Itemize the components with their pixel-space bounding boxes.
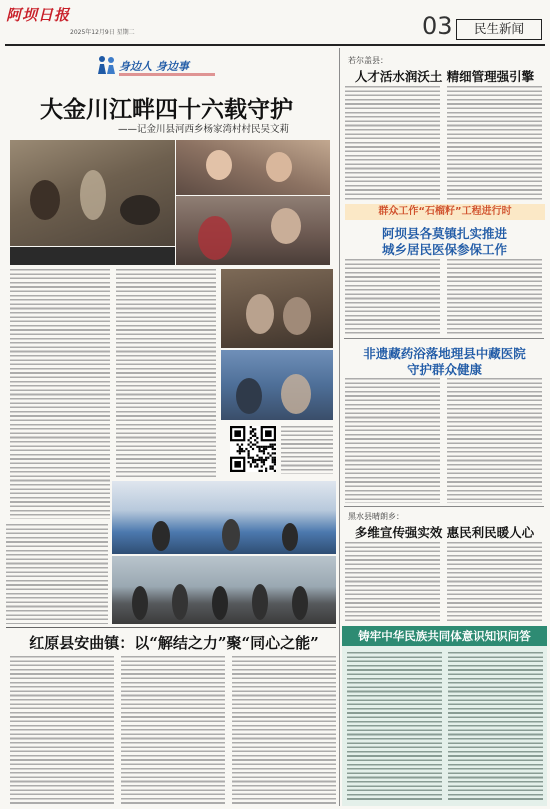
lixian-headline-line2: 守护群众健康	[406, 362, 482, 377]
photo-elderly-woman	[176, 196, 330, 265]
issue-date: 2025年12月9日 星期二	[70, 29, 135, 36]
banner-underline	[119, 73, 215, 76]
photo-indoor-visit	[221, 350, 333, 420]
body-text	[345, 259, 440, 335]
qa-title: 铸牢中华民族共同体意识知识问答	[342, 626, 547, 646]
section-rule	[6, 627, 336, 628]
qr-module	[256, 446, 258, 448]
qr-module	[265, 470, 267, 472]
body-text	[345, 378, 440, 503]
qr-module	[237, 450, 239, 452]
photo-caption-strip	[10, 247, 175, 265]
feature-subheadline: ——记金川县河西乡杨家湾村村民吴文莉	[118, 124, 290, 135]
body-text	[121, 656, 225, 804]
qr-module	[241, 448, 243, 450]
body-text	[447, 259, 542, 335]
qr-module	[272, 459, 274, 461]
aba-headline-line1: 阿坝县各莫镇扎实推进	[381, 226, 507, 241]
qr-module	[261, 457, 263, 459]
qr-module	[267, 446, 269, 448]
qr-module	[274, 459, 276, 461]
feature-headline: 大金川江畔四十六载守护	[40, 96, 293, 123]
photo-caption	[6, 524, 108, 624]
qr-module	[252, 448, 254, 450]
qr-module	[269, 465, 271, 467]
qr-caption	[281, 426, 333, 474]
qr-module	[254, 444, 256, 446]
people-icon	[95, 54, 117, 76]
qr-module	[261, 465, 263, 467]
body-text	[232, 656, 336, 804]
qr-module	[256, 441, 258, 443]
qr-module	[261, 470, 263, 472]
qr-module	[263, 448, 265, 450]
heishui-region: 黑水县晴朗乡：	[348, 512, 404, 521]
qr-module	[267, 452, 269, 454]
qr-module	[243, 450, 245, 452]
qr-module	[272, 468, 274, 470]
qr-module	[258, 457, 260, 459]
photo-hall-shelves	[112, 481, 336, 554]
qr-module	[250, 426, 252, 428]
qr-module	[258, 448, 260, 450]
qr-module	[254, 433, 256, 435]
qr-module	[250, 433, 252, 435]
body-text	[10, 656, 114, 804]
qr-module	[265, 448, 267, 450]
qr-module	[248, 452, 250, 454]
qr-module	[250, 446, 252, 448]
aba-headline-line2: 城乡居民医保参保工作	[381, 242, 507, 257]
qr-module	[252, 428, 254, 430]
qa-text	[448, 652, 543, 802]
lixian-headline-line1: 非遗藏药浴落地理县中藏医院	[363, 346, 526, 361]
qr-module	[241, 444, 243, 446]
heishui-headline: 多维宣传强实效 惠民利民暖人心	[354, 525, 535, 540]
qr-module	[254, 461, 256, 463]
section-title: 民生新闻	[456, 19, 542, 40]
body-text	[447, 86, 542, 200]
qr-module	[248, 454, 250, 456]
qr-module	[269, 444, 271, 446]
qr-module	[252, 430, 254, 432]
qr-module	[241, 450, 243, 452]
qr-module	[239, 450, 241, 452]
qr-module	[252, 457, 254, 459]
body-text	[345, 542, 440, 621]
qr-module	[239, 446, 241, 448]
qr-module	[250, 465, 252, 467]
body-text	[447, 542, 542, 621]
qr-module	[263, 463, 265, 465]
column-divider	[339, 48, 340, 806]
qr-module	[272, 457, 274, 459]
qr-module	[248, 444, 250, 446]
qa-text	[347, 652, 442, 802]
hongyuan-headline: 红原县安曲镇：以“解结之力”聚“同心之能”	[29, 634, 319, 652]
qr-module	[263, 459, 265, 461]
qr-module	[265, 446, 267, 448]
qr-module	[272, 448, 274, 450]
body-text	[447, 378, 542, 503]
qr-module	[272, 461, 274, 463]
qr-module	[261, 446, 263, 448]
qr-code	[230, 426, 276, 472]
qr-module	[250, 457, 252, 459]
qr-module	[272, 452, 274, 454]
qr-module	[267, 457, 269, 459]
qr-module	[265, 459, 267, 461]
qr-module	[265, 468, 267, 470]
qr-module	[274, 457, 276, 459]
photo-group-outdoor	[112, 556, 336, 624]
qr-module	[248, 461, 250, 463]
qr-module	[261, 459, 263, 461]
qr-module	[248, 457, 250, 459]
qr-module	[274, 444, 276, 446]
qr-module	[265, 430, 272, 437]
body-text	[345, 86, 440, 200]
qr-module	[256, 459, 258, 461]
column-banner: 身边人 身边事	[119, 60, 189, 73]
qr-module	[250, 463, 252, 465]
qr-module	[234, 430, 241, 437]
qr-module	[254, 465, 256, 467]
header-rule	[5, 44, 545, 46]
zoige-headline: 人才活水润沃土 精细管理强引擎	[354, 69, 535, 84]
qr-module	[250, 441, 252, 443]
qr-module	[252, 461, 254, 463]
qr-module	[256, 454, 258, 456]
qr-module	[250, 437, 252, 439]
qr-module	[252, 435, 254, 437]
qr-module	[272, 444, 274, 446]
qr-module	[248, 450, 250, 452]
qr-module	[274, 452, 276, 454]
section-rule	[344, 506, 544, 507]
body-text	[116, 269, 216, 477]
qr-module	[258, 446, 260, 448]
qr-module	[254, 435, 256, 437]
qr-module	[239, 448, 241, 450]
qr-module	[258, 459, 260, 461]
qr-module	[274, 448, 276, 450]
qr-module	[254, 439, 256, 441]
qr-module	[256, 463, 258, 465]
qr-module	[263, 452, 265, 454]
qr-module	[256, 465, 258, 467]
qr-module	[269, 446, 271, 448]
qr-module	[234, 461, 241, 468]
qr-module	[274, 470, 276, 472]
qr-module	[254, 428, 256, 430]
qr-module	[252, 444, 254, 446]
photo-kitchen	[10, 140, 175, 246]
body-text	[10, 269, 110, 519]
qr-module	[250, 430, 252, 432]
section-rule	[344, 338, 544, 339]
qr-module	[269, 454, 271, 456]
qr-module	[265, 457, 267, 459]
masthead-logo: 阿坝日报	[6, 6, 71, 24]
page-number: 03	[422, 12, 453, 40]
qr-module	[274, 463, 276, 465]
qr-module	[269, 468, 271, 470]
qr-module	[258, 470, 260, 472]
qr-module	[261, 461, 263, 463]
zoige-region: 若尔盖县：	[348, 56, 388, 65]
photo-elderly-couple	[221, 269, 333, 348]
qr-module	[252, 459, 254, 461]
qr-module	[272, 446, 274, 448]
qr-module	[272, 465, 274, 467]
qr-module	[248, 439, 250, 441]
qr-module	[258, 450, 260, 452]
photo-smiling-women	[176, 140, 330, 195]
qr-module	[237, 444, 239, 446]
qr-module	[263, 461, 265, 463]
qr-module	[245, 448, 247, 450]
qr-module	[256, 437, 258, 439]
qr-module	[254, 459, 256, 461]
qr-module	[263, 446, 265, 448]
qr-module	[274, 461, 276, 463]
qr-module	[261, 450, 263, 452]
campaign-banner: 群众工作“石榴籽”工程进行时	[345, 204, 545, 220]
qr-module	[263, 450, 265, 452]
qr-module	[239, 452, 241, 454]
